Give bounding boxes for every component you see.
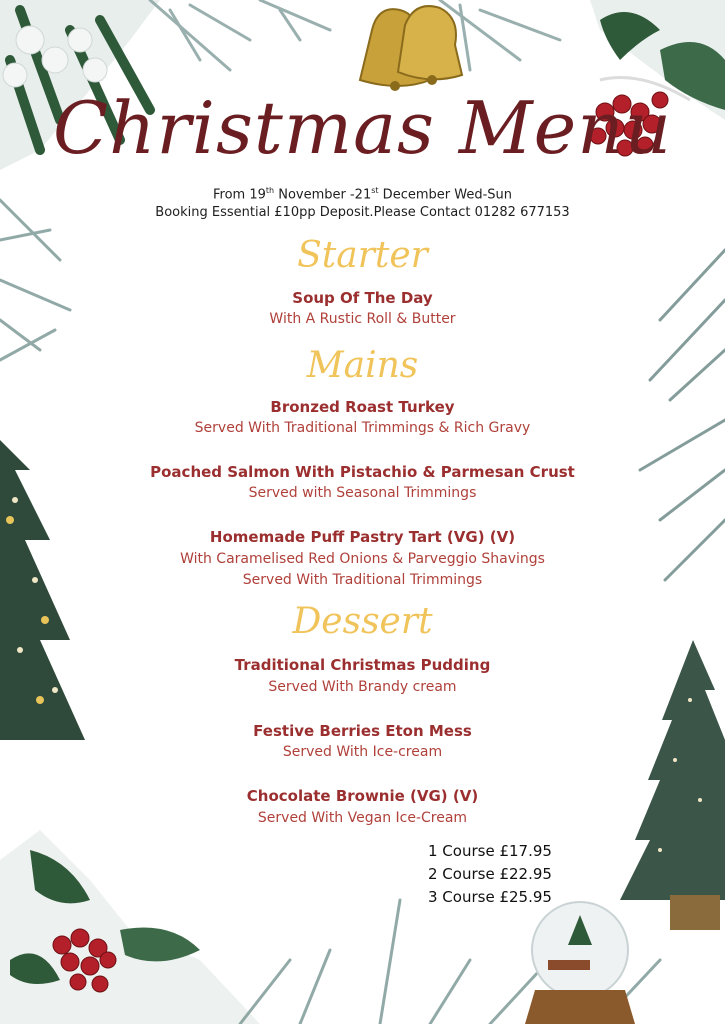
dish-name: Bronzed Roast Turkey [270, 398, 455, 416]
date-range [0, 182, 725, 204]
pine-branch-icon [150, 0, 560, 70]
dish-name: Soup Of The Day [292, 289, 433, 307]
dish-name: Homemade Puff Pastry Tart (VG) (V) [209, 528, 516, 546]
snow-globe-icon [525, 902, 635, 1024]
date-ordinal-start: th [265, 186, 275, 195]
dish-name: Traditional Christmas Pudding [234, 656, 491, 674]
dish-name: Poached Salmon With Pistachio & Parmesan Crust [150, 463, 575, 481]
section-heading-mains: Mains [306, 345, 419, 386]
dish-description: With A Rustic Roll & Butter [269, 311, 456, 327]
price-list [428, 840, 578, 909]
bells-icon [360, 6, 462, 91]
price-three-course: 3 Course £25.95 [428, 888, 552, 906]
holly-icon [0, 830, 260, 1024]
price-one-course: 1 Course £17.95 [428, 842, 552, 860]
pine-branch-icon [0, 200, 70, 360]
date-range-mid: November -21 [274, 187, 372, 203]
booking-info: Booking Essential £10pp Deposit.Please Contact 01282 677153 [155, 205, 570, 220]
dish-description: Served With Brandy cream [268, 679, 457, 695]
section-heading-starter: Starter [297, 235, 428, 276]
menu-title: Christmas Menu [53, 86, 672, 170]
dish-description: Served with Seasonal Trimmings [248, 485, 477, 501]
date-range-prefix: From 19 [212, 187, 266, 203]
dish-description: Served With Traditional Trimmings [242, 572, 483, 588]
price-two-course: 2 Course £22.95 [428, 865, 552, 883]
date-ordinal-end: st [371, 186, 379, 195]
dish-description: With Caramelised Red Onions & Parveggio Shavings [180, 551, 545, 567]
dish-description: Served With Ice-cream [282, 744, 443, 760]
dish-name: Festive Berries Eton Mess [253, 722, 472, 740]
section-heading-dessert: Dessert [292, 601, 433, 642]
date-range-suffix: December Wed-Sun [378, 187, 512, 203]
dish-description: Served With Vegan Ice-Cream [257, 810, 468, 826]
dish-name: Chocolate Brownie (VG) (V) [246, 787, 479, 805]
dish-description: Served With Traditional Trimmings & Rich Gravy [194, 420, 531, 436]
